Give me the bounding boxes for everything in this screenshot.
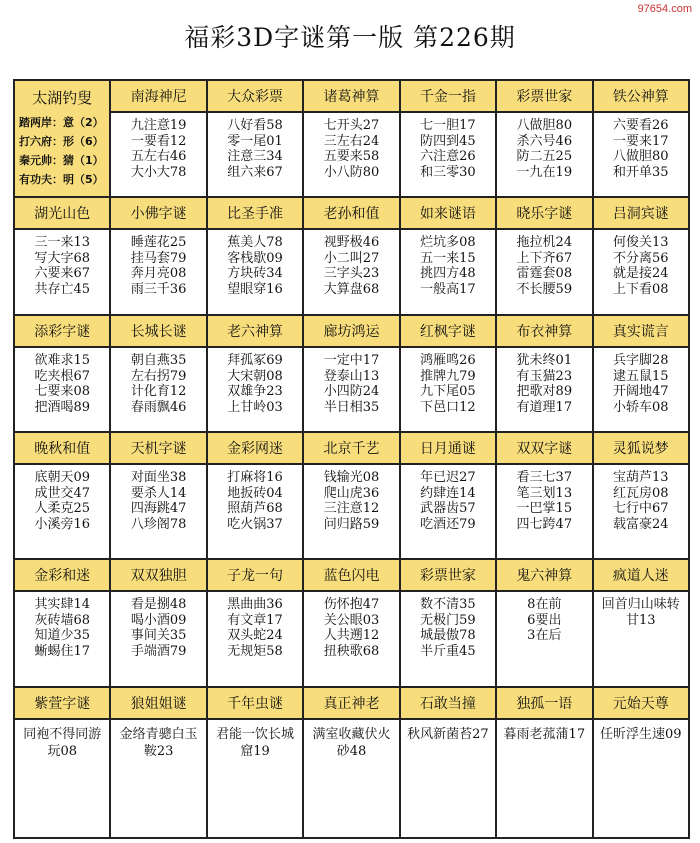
cell-line: 九注意19	[130, 118, 187, 133]
cell-title: 比圣手准	[208, 198, 302, 230]
special-line: 打六府：形（6）	[19, 135, 104, 148]
riddle-cell	[208, 81, 304, 198]
cell-line: 关公眼03	[323, 612, 380, 628]
cell-line: 人柔克25	[34, 501, 90, 516]
riddle-cell	[208, 560, 304, 688]
special-line: 有功夫：明（5）	[19, 173, 104, 186]
cell-line: 扭秧歌68	[323, 643, 380, 659]
cell-line: 小四防24	[323, 384, 380, 399]
cell-line: 蜥蜴住17	[34, 643, 90, 659]
cell-title: 千金一指	[401, 81, 495, 113]
riddle-cell	[594, 198, 690, 316]
cell-line: 伤怀抱47	[323, 597, 380, 612]
riddle-cell	[208, 316, 304, 433]
riddle-table	[13, 79, 690, 839]
cell-line: 手端酒79	[130, 643, 187, 659]
cell-line: 七开头27	[323, 118, 380, 133]
cell-line: 知道少35	[34, 628, 90, 643]
riddle-cell	[304, 560, 400, 688]
cell-line: 注意三34	[227, 149, 283, 164]
cell-line: 何俊关13	[612, 235, 669, 250]
cell-line: 杀六号46	[516, 133, 573, 149]
cell-line: 挑四方48	[420, 266, 476, 281]
cell-line: 无极门59	[420, 612, 476, 628]
cell-line: 打麻将16	[227, 470, 283, 485]
cell-line: 六要看26	[612, 118, 669, 133]
cell-line: 逮五鼠15	[612, 368, 669, 384]
cell-line: 一般高17	[420, 281, 476, 297]
cell-title: 石敢当撞	[401, 688, 495, 720]
cell-line: 喝小酒09	[130, 612, 187, 628]
cell-line: 计化育12	[130, 384, 187, 399]
table-row	[15, 316, 690, 433]
cell-title: 廊坊鸿运	[304, 316, 398, 348]
cell-line: 红瓦房08	[612, 485, 669, 501]
riddle-cell	[15, 316, 111, 433]
cell-line: 满室收藏伏火砂48	[312, 727, 391, 759]
cell-line: 六要来67	[34, 266, 90, 281]
cell-line: 笔三划13	[516, 485, 573, 501]
cell-line: 鸿雁鸣26	[420, 353, 476, 368]
table-row	[15, 560, 690, 688]
cell-line: 欲难求15	[34, 353, 90, 368]
cell-line: 把歌对89	[516, 384, 573, 399]
cell-body	[401, 113, 495, 180]
riddle-cell	[304, 316, 400, 433]
cell-line: 零一尾01	[227, 133, 283, 149]
cell-line: 对面坐38	[130, 470, 187, 485]
cell-line: 八好看58	[227, 118, 283, 133]
cell-title: 吕洞宾谜	[594, 198, 688, 230]
cell-line: 小轿车08	[612, 399, 669, 415]
cell-line: 写大字68	[34, 250, 90, 266]
cell-line: 四海跳47	[130, 501, 187, 516]
riddle-cell	[15, 198, 111, 316]
cell-title: 如来谜语	[401, 198, 495, 230]
table-row	[15, 688, 690, 839]
cell-line: 望眼穿16	[227, 281, 283, 297]
cell-body	[497, 720, 591, 743]
cell-line: 三字头23	[323, 266, 380, 281]
cell-body	[594, 720, 688, 743]
cell-title: 小佛字谜	[111, 198, 205, 230]
riddle-cell	[401, 560, 497, 688]
riddle-cell	[594, 433, 690, 560]
cell-line: 半斤重45	[420, 643, 476, 659]
cell-body	[111, 465, 205, 532]
cell-line: 成世交47	[34, 485, 90, 501]
cell-line: 上下齐67	[516, 250, 573, 266]
cell-line: 半日相35	[323, 399, 380, 415]
cell-line: 六注意26	[420, 149, 476, 164]
riddle-cell	[304, 688, 400, 839]
cell-line: 任昕浮生速09	[599, 727, 682, 742]
cell-title: 元始天尊	[594, 688, 688, 720]
cell-line: 拖拉机24	[516, 235, 573, 250]
cell-line: 3在后	[527, 628, 562, 643]
cell-title: 双双字谜	[497, 433, 591, 465]
cell-line: 武器齿57	[420, 501, 476, 516]
riddle-cell	[497, 316, 593, 433]
cell-line: 大小大78	[130, 164, 187, 180]
cell-title: 晚秋和值	[15, 433, 109, 465]
cell-line: 回首归山味转甘13	[601, 597, 680, 628]
cell-line: 载富豪24	[612, 516, 669, 532]
watermark: 97654.com	[637, 3, 692, 15]
cell-body	[594, 592, 688, 628]
cell-line: 七行中67	[612, 501, 669, 516]
cell-line: 七一胆17	[420, 118, 476, 133]
riddle-cell	[111, 81, 207, 198]
cell-line: 和三零30	[420, 164, 476, 180]
riddle-cell	[15, 688, 111, 839]
cell-line: 数不清35	[420, 597, 476, 612]
cell-line: 登泰山13	[323, 368, 380, 384]
cell-line: 小八防80	[323, 164, 380, 180]
cell-title: 狼姐姐谜	[111, 688, 205, 720]
special-box	[15, 81, 109, 196]
cell-body	[304, 113, 398, 180]
table-row	[15, 198, 690, 316]
cell-body	[208, 465, 302, 532]
cell-body	[15, 348, 109, 415]
cell-line: 五要来58	[323, 149, 380, 164]
cell-line: 三左右24	[323, 133, 380, 149]
cell-line: 问归路59	[323, 516, 380, 532]
cell-title: 灵狐说梦	[594, 433, 688, 465]
cell-body	[401, 348, 495, 415]
cell-line: 暮雨老菰蒲17	[503, 727, 586, 742]
cell-title: 晓乐字谜	[497, 198, 591, 230]
cell-line: 小溪旁16	[34, 516, 90, 532]
table-row	[15, 433, 690, 560]
cell-body	[497, 592, 591, 644]
riddle-cell	[401, 433, 497, 560]
cell-line: 九下尾05	[420, 384, 476, 399]
cell-title: 独孤一语	[497, 688, 591, 720]
cell-body	[111, 720, 205, 760]
cell-body	[208, 720, 302, 760]
cell-body	[15, 720, 109, 760]
cell-body	[15, 592, 109, 659]
riddle-cell	[15, 560, 111, 688]
cell-body	[304, 465, 398, 532]
cell-line: 左右拐79	[130, 368, 187, 384]
cell-line: 防二五25	[516, 149, 573, 164]
riddle-cell	[208, 198, 304, 316]
cell-line: 金络青骢白玉鞍23	[119, 727, 198, 759]
cell-line: 不长腰59	[516, 281, 573, 297]
cell-body	[401, 230, 495, 297]
cell-line: 双头蛇24	[227, 628, 283, 643]
cell-title: 双双独胆	[111, 560, 205, 592]
cell-body	[594, 113, 688, 180]
riddle-cell	[497, 81, 593, 198]
cell-title: 大众彩票	[208, 81, 302, 113]
cell-title: 铁公神算	[594, 81, 688, 113]
cell-line: 小二叫27	[323, 250, 380, 266]
cell-line: 看是捌48	[130, 597, 187, 612]
cell-title: 疯道人迷	[594, 560, 688, 592]
cell-line: 事间关35	[130, 628, 187, 643]
cell-title: 金彩网迷	[208, 433, 302, 465]
cell-line: 约肆连14	[420, 485, 476, 501]
riddle-cell	[401, 688, 497, 839]
cell-line: 吃酒还79	[420, 516, 476, 532]
cell-line: 黑曲曲36	[227, 597, 283, 612]
riddle-cell	[111, 560, 207, 688]
riddle-cell	[401, 81, 497, 198]
special-line: 秦元帅：猜（1）	[19, 154, 104, 167]
cell-line: 雨三千36	[130, 281, 187, 297]
cell-line: 方块砖34	[227, 266, 283, 281]
cell-line: 八珍阁78	[130, 516, 187, 532]
cell-line: 宝葫芦13	[612, 470, 669, 485]
cell-line: 朝自燕35	[130, 353, 187, 368]
cell-title: 真实谎言	[594, 316, 688, 348]
cell-body	[304, 348, 398, 415]
cell-line: 其实肆14	[34, 597, 90, 612]
cell-body	[111, 348, 205, 415]
cell-title: 老六神算	[208, 316, 302, 348]
cell-line: 灰砖墙68	[34, 612, 90, 628]
cell-line: 大宋朝08	[227, 368, 283, 384]
riddle-cell	[208, 688, 304, 839]
cell-line: 推牌九79	[420, 368, 476, 384]
cell-body	[497, 348, 591, 415]
cell-line: 不分离56	[612, 250, 669, 266]
cell-line: 照葫芦68	[227, 501, 283, 516]
riddle-cell	[497, 433, 593, 560]
cell-title: 湖光山色	[15, 198, 109, 230]
cell-title: 添彩字谜	[15, 316, 109, 348]
cell-line: 三一来13	[34, 235, 90, 250]
cell-line: 年已迟27	[420, 470, 476, 485]
cell-line: 城最傲78	[420, 628, 476, 643]
cell-title: 老孙和值	[304, 198, 398, 230]
riddle-cell	[594, 316, 690, 433]
cell-line: 君能一饮长城窟19	[216, 727, 295, 759]
cell-title: 彩票世家	[497, 81, 591, 113]
cell-title: 紫萱字谜	[15, 688, 109, 720]
cell-body	[304, 230, 398, 297]
cell-title: 南海神尼	[111, 81, 205, 113]
cell-line: 有道理17	[516, 399, 573, 415]
cell-body	[304, 720, 398, 760]
cell-line: 七要来08	[34, 384, 90, 399]
cell-title: 日月通谜	[401, 433, 495, 465]
cell-body	[111, 230, 205, 297]
cell-line: 五一来15	[420, 250, 476, 266]
cell-body	[15, 465, 109, 532]
riddle-cell	[497, 198, 593, 316]
cell-title: 蓝色闪电	[304, 560, 398, 592]
cell-line: 地扳砖04	[227, 485, 283, 501]
cell-body	[401, 465, 495, 532]
cell-body	[594, 465, 688, 532]
riddle-cell	[594, 560, 690, 688]
riddle-cell	[497, 688, 593, 839]
cell-line: 无规矩58	[227, 643, 283, 659]
cell-line: 春雨飘46	[130, 399, 187, 415]
riddle-cell	[111, 433, 207, 560]
cell-body	[15, 230, 109, 297]
cell-title: 天机字谜	[111, 433, 205, 465]
cell-line: 一定中17	[323, 353, 380, 368]
cell-body	[208, 230, 302, 297]
special-title: 太湖钓叟	[32, 89, 93, 107]
riddle-cell	[401, 316, 497, 433]
cell-title: 鬼六神算	[497, 560, 591, 592]
cell-line: 看三七37	[516, 470, 573, 485]
cell-line: 人共遡12	[323, 628, 380, 643]
cell-title: 千年虫谜	[208, 688, 302, 720]
special-cell	[15, 81, 111, 198]
riddle-cell	[208, 433, 304, 560]
cell-line: 8在前	[527, 597, 562, 612]
cell-line: 拜孤冢69	[227, 353, 283, 368]
special-line: 踏两岸：意（2）	[19, 116, 104, 129]
cell-line: 一要来17	[612, 133, 669, 149]
cell-title: 子龙一句	[208, 560, 302, 592]
riddle-cell	[497, 560, 593, 688]
cell-line: 共存亡45	[34, 281, 90, 297]
cell-line: 吃火锅37	[227, 516, 283, 532]
cell-line: 爬山虎36	[323, 485, 380, 501]
cell-line: 八做胆80	[612, 149, 669, 164]
cell-line: 视野极46	[323, 235, 380, 250]
page-title: 福彩3D字谜第一版 第226期	[184, 23, 516, 52]
cell-line: 吃夹根67	[34, 368, 90, 384]
cell-line: 钱输光08	[323, 470, 380, 485]
cell-line: 挂马套79	[130, 250, 187, 266]
cell-body	[111, 113, 205, 180]
cell-body	[497, 113, 591, 180]
cell-title: 布衣神算	[497, 316, 591, 348]
cell-line: 蕉美人78	[227, 235, 283, 250]
cell-line: 奔月亮08	[130, 266, 187, 281]
riddle-cell	[304, 81, 400, 198]
cell-body	[208, 113, 302, 180]
riddle-cell	[111, 316, 207, 433]
cell-title: 彩票世家	[401, 560, 495, 592]
cell-line: 八做胆80	[516, 118, 573, 133]
cell-body	[208, 592, 302, 659]
cell-line: 有文章17	[227, 612, 283, 628]
cell-line: 底朝天09	[34, 470, 90, 485]
riddle-cell	[304, 198, 400, 316]
cell-line: 要杀人14	[130, 485, 187, 501]
cell-line: 有玉猫23	[516, 368, 573, 384]
cell-line: 大算盘68	[323, 281, 380, 297]
cell-line: 五左右46	[130, 149, 187, 164]
riddle-cell	[111, 198, 207, 316]
cell-line: 兵字脚28	[612, 353, 669, 368]
cell-body	[497, 465, 591, 532]
riddle-cell	[15, 433, 111, 560]
riddle-cell	[594, 81, 690, 198]
cell-line: 双雄争23	[227, 384, 283, 399]
cell-line: 秋风新菌苔27	[407, 727, 489, 742]
cell-body	[401, 592, 495, 659]
cell-line: 和开单35	[612, 164, 669, 180]
cell-body	[594, 348, 688, 415]
cell-line: 烂坑多08	[420, 235, 476, 250]
cell-line: 一巴掌15	[516, 501, 573, 516]
cell-line: 四七跨47	[516, 516, 573, 532]
cell-line: 开阔地47	[612, 384, 669, 399]
cell-body	[208, 348, 302, 415]
cell-line: 犹未终01	[516, 353, 573, 368]
cell-line: 防四到45	[420, 133, 476, 149]
cell-body	[401, 720, 495, 743]
cell-title: 北京千艺	[304, 433, 398, 465]
riddle-cell	[401, 198, 497, 316]
table-row	[15, 81, 690, 198]
cell-line: 客栈歇09	[227, 250, 283, 266]
cell-body	[594, 230, 688, 297]
cell-title: 金彩和迷	[15, 560, 109, 592]
cell-body	[111, 592, 205, 659]
riddle-cell	[304, 433, 400, 560]
cell-title: 红枫字谜	[401, 316, 495, 348]
cell-line: 上下看08	[612, 281, 669, 297]
cell-line: 就是接24	[612, 266, 669, 281]
cell-body	[497, 230, 591, 297]
cell-line: 6要出	[527, 612, 562, 628]
cell-line: 三注意12	[323, 501, 380, 516]
riddle-cell	[111, 688, 207, 839]
cell-line: 雷霆套08	[516, 266, 573, 281]
cell-body	[304, 592, 398, 659]
cell-line: 一要看12	[130, 133, 187, 149]
cell-line: 一九在19	[516, 164, 573, 180]
cell-line: 上甘岭03	[227, 399, 283, 415]
cell-line: 组六来67	[227, 164, 283, 180]
cell-line: 同袍不得同游玩08	[23, 727, 102, 759]
cell-line: 把酒喝89	[34, 399, 90, 415]
riddle-cell	[594, 688, 690, 839]
cell-line: 睡莲花25	[130, 235, 187, 250]
cell-title: 诸葛神算	[304, 81, 398, 113]
cell-title: 真正神老	[304, 688, 398, 720]
cell-line: 下邑口12	[420, 399, 476, 415]
cell-title: 长城长谜	[111, 316, 205, 348]
